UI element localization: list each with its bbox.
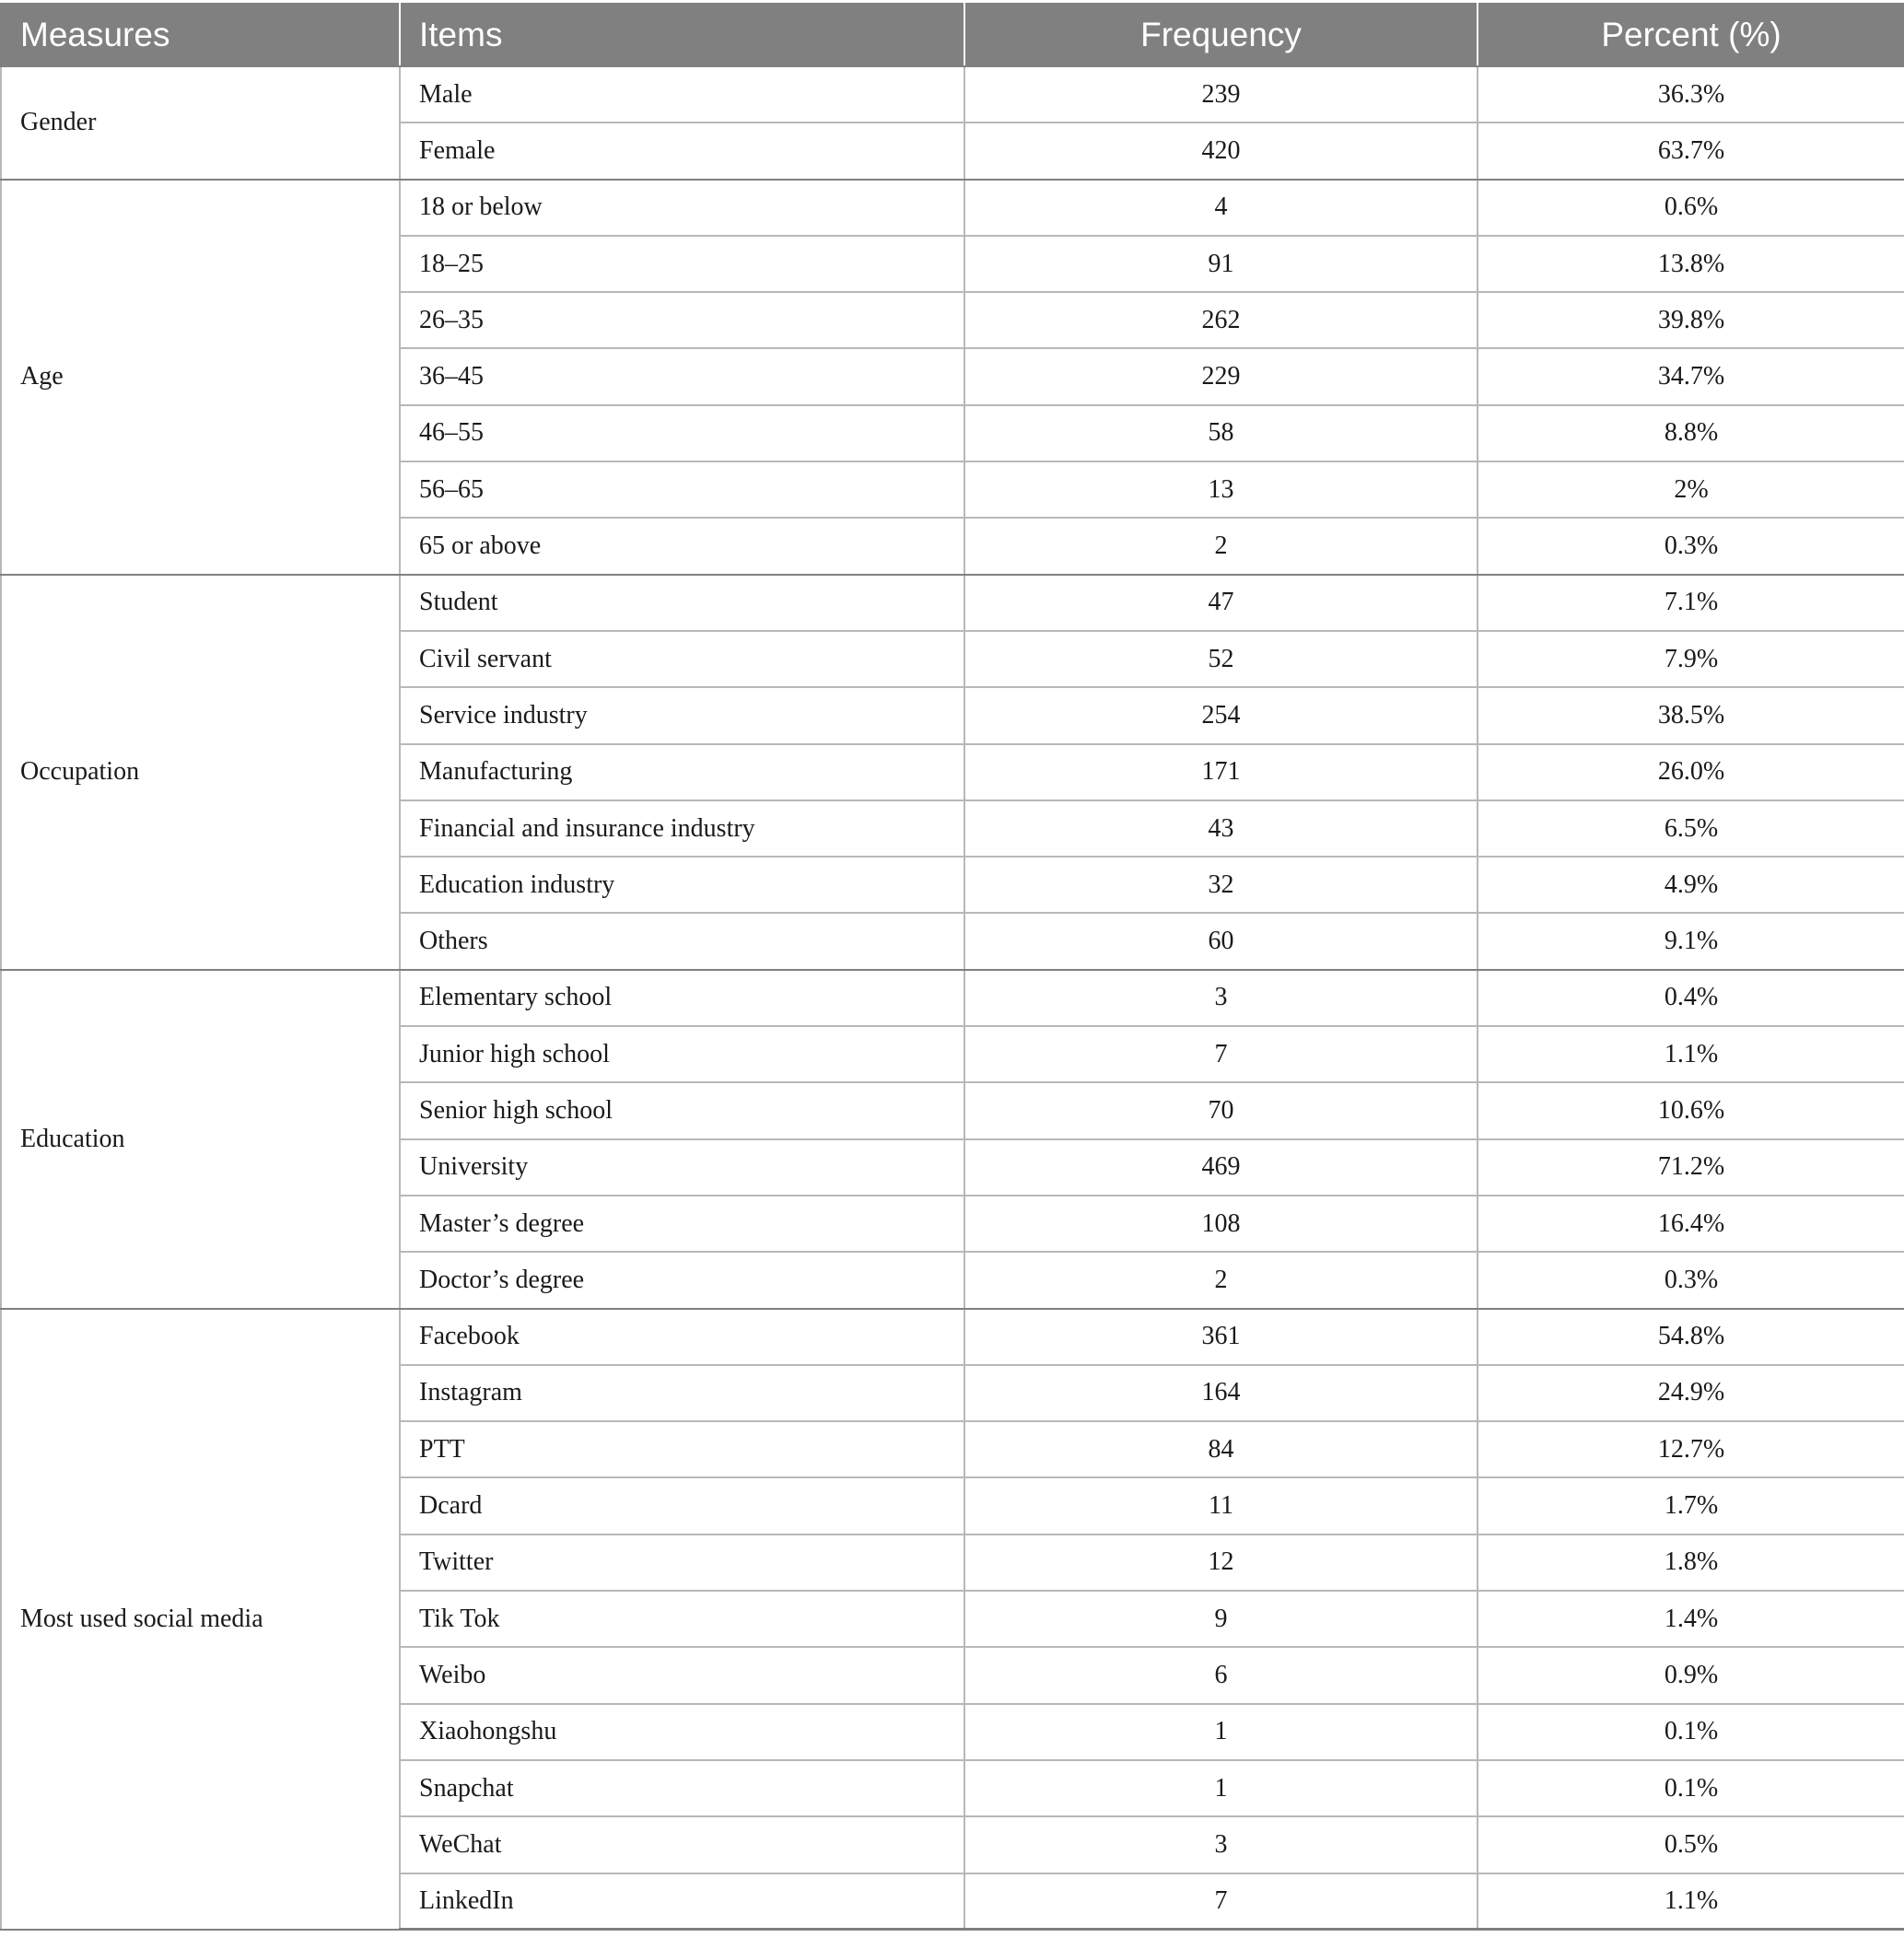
item-cell: Facebook [400,1309,964,1365]
percent-cell: 0.3% [1478,518,1904,574]
percent-cell: 2% [1478,461,1904,518]
frequency-cell: 1 [964,1760,1478,1816]
measure-cell: Gender [1,66,400,180]
header-items: Items [400,4,964,66]
percent-cell: 7.9% [1478,631,1904,687]
frequency-cell: 3 [964,1816,1478,1873]
percent-cell: 71.2% [1478,1139,1904,1196]
frequency-cell: 2 [964,518,1478,574]
table-row [1,970,1904,1026]
frequency-cell: 1 [964,1704,1478,1760]
percent-cell: 13.8% [1478,236,1904,292]
item-cell: Twitter [400,1535,964,1591]
percent-cell: 0.9% [1478,1647,1904,1703]
frequency-cell: 469 [964,1139,1478,1196]
frequency-cell: 3 [964,970,1478,1026]
demographics-table [0,3,1904,1931]
percent-cell: 0.1% [1478,1704,1904,1760]
item-cell: Elementary school [400,970,964,1026]
percent-cell: 6.5% [1478,800,1904,857]
frequency-cell: 91 [964,236,1478,292]
frequency-cell: 171 [964,744,1478,800]
frequency-cell: 60 [964,913,1478,969]
frequency-cell: 43 [964,800,1478,857]
header-row [1,4,1904,66]
percent-cell: 38.5% [1478,687,1904,743]
frequency-cell: 13 [964,461,1478,518]
frequency-cell: 4 [964,180,1478,236]
item-cell: Female [400,123,964,179]
percent-cell: 1.7% [1478,1477,1904,1534]
frequency-cell: 58 [964,405,1478,461]
frequency-cell: 361 [964,1309,1478,1365]
item-cell: Student [400,575,964,631]
measure-cell: Education [1,970,400,1309]
table-body [1,66,1904,1930]
percent-cell: 16.4% [1478,1196,1904,1252]
percent-cell: 7.1% [1478,575,1904,631]
percent-cell: 9.1% [1478,913,1904,969]
item-cell: Weibo [400,1647,964,1703]
item-cell: Tik Tok [400,1591,964,1647]
percent-cell: 1.4% [1478,1591,1904,1647]
header-percent: Percent (%) [1478,4,1904,66]
measure-cell: Occupation [1,575,400,970]
frequency-cell: 70 [964,1082,1478,1138]
frequency-cell: 108 [964,1196,1478,1252]
percent-cell: 0.4% [1478,970,1904,1026]
item-cell: 26–35 [400,292,964,348]
frequency-cell: 239 [964,66,1478,123]
item-cell: 46–55 [400,405,964,461]
percent-cell: 4.9% [1478,857,1904,913]
percent-cell: 0.6% [1478,180,1904,236]
percent-cell: 10.6% [1478,1082,1904,1138]
frequency-cell: 12 [964,1535,1478,1591]
item-cell: Male [400,66,964,123]
percent-cell: 0.5% [1478,1816,1904,1873]
percent-cell: 54.8% [1478,1309,1904,1365]
frequency-cell: 7 [964,1873,1478,1930]
percent-cell: 8.8% [1478,405,1904,461]
item-cell: 56–65 [400,461,964,518]
table-row [1,575,1904,631]
item-cell: University [400,1139,964,1196]
item-cell: Financial and insurance industry [400,800,964,857]
header-frequency: Frequency [964,4,1478,66]
percent-cell: 36.3% [1478,66,1904,123]
percent-cell: 26.0% [1478,744,1904,800]
item-cell: Doctor’s degree [400,1252,964,1308]
frequency-cell: 32 [964,857,1478,913]
percent-cell: 63.7% [1478,123,1904,179]
frequency-cell: 229 [964,348,1478,404]
frequency-cell: 11 [964,1477,1478,1534]
frequency-cell: 262 [964,292,1478,348]
item-cell: Snapchat [400,1760,964,1816]
percent-cell: 0.1% [1478,1760,1904,1816]
table-row [1,180,1904,236]
frequency-cell: 420 [964,123,1478,179]
frequency-cell: 52 [964,631,1478,687]
percent-cell: 1.8% [1478,1535,1904,1591]
percent-cell: 0.3% [1478,1252,1904,1308]
header-measures: Measures [1,4,400,66]
frequency-cell: 7 [964,1026,1478,1082]
frequency-cell: 47 [964,575,1478,631]
item-cell: Senior high school [400,1082,964,1138]
measure-cell: Age [1,180,400,575]
frequency-cell: 9 [964,1591,1478,1647]
item-cell: Xiaohongshu [400,1704,964,1760]
frequency-cell: 2 [964,1252,1478,1308]
percent-cell: 34.7% [1478,348,1904,404]
item-cell: Others [400,913,964,969]
table-row [1,1309,1904,1365]
frequency-cell: 254 [964,687,1478,743]
percent-cell: 24.9% [1478,1365,1904,1421]
percent-cell: 1.1% [1478,1873,1904,1930]
table-row [1,66,1904,123]
item-cell: Civil servant [400,631,964,687]
item-cell: 18–25 [400,236,964,292]
item-cell: Master’s degree [400,1196,964,1252]
item-cell: Junior high school [400,1026,964,1082]
percent-cell: 12.7% [1478,1421,1904,1477]
percent-cell: 39.8% [1478,292,1904,348]
frequency-cell: 164 [964,1365,1478,1421]
item-cell: 36–45 [400,348,964,404]
item-cell: Manufacturing [400,744,964,800]
item-cell: Instagram [400,1365,964,1421]
item-cell: LinkedIn [400,1873,964,1930]
frequency-cell: 6 [964,1647,1478,1703]
item-cell: PTT [400,1421,964,1477]
item-cell: Service industry [400,687,964,743]
measure-cell: Most used social media [1,1309,400,1930]
item-cell: 65 or above [400,518,964,574]
item-cell: WeChat [400,1816,964,1873]
item-cell: Education industry [400,857,964,913]
percent-cell: 1.1% [1478,1026,1904,1082]
table-header [1,4,1904,66]
item-cell: Dcard [400,1477,964,1534]
frequency-cell: 84 [964,1421,1478,1477]
item-cell: 18 or below [400,180,964,236]
